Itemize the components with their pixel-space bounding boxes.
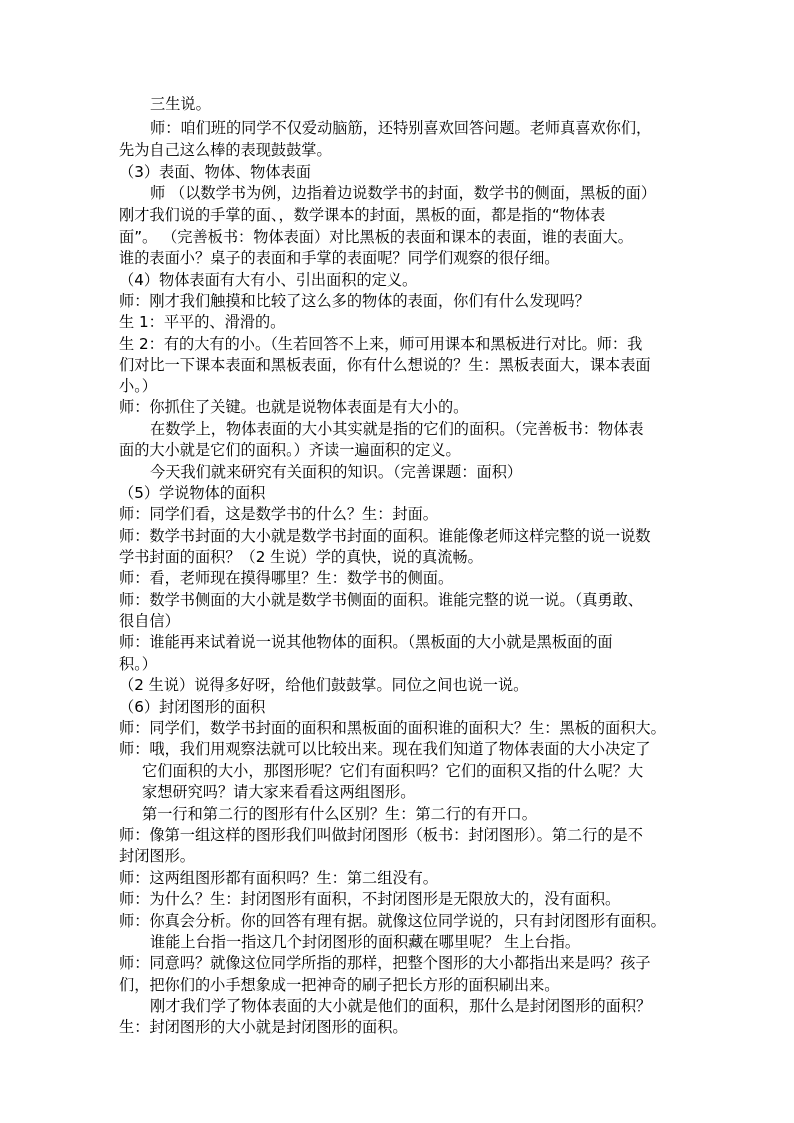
text-line: 师：刚才我们触摸和比较了这么多的物体的表面，你们有什么发现吗？ [119, 292, 590, 310]
text-line: 面”。 （完善板书：物体表面）对比黑板的表面和课本的表面，谁的表面大。 [119, 228, 633, 246]
text-line: 师：咱们班的同学不仅爱动脑筋，还特别喜欢回答问题。老师真喜欢你们， [150, 119, 652, 137]
text-line: 今天我们就来研究有关面积的知识。（完善课题：面积） [150, 463, 523, 481]
text-line: 面的大小就是它们的面积。）齐读一遍面积的定义。 [119, 441, 461, 459]
text-line: 在数学上，物体表面的大小其实就是指的它们的面积。（完善板书：物体表 [150, 420, 644, 438]
text-line: 生 1：平平的、滑滑的。 [119, 313, 286, 331]
text-line: 师：同意吗？就像这位同学所指的那样，把整个图形的大小都指出来是吗？孩子 [119, 954, 651, 972]
text-line: 先为自己这么棒的表现鼓鼓掌。 [119, 141, 332, 159]
text-line: 师：数学书侧面的大小就是数学书侧面的面积。谁能完整的说一说。（真勇敢、 [119, 591, 643, 609]
text-line: 师：看，老师现在摸得哪里？生：数学书的侧面。 [119, 569, 454, 587]
section-heading-5: （5）学说物体的面积 [119, 484, 266, 502]
text-line: （2 生说）说得多好呀，给他们鼓鼓掌。同位之间也说一说。 [119, 676, 529, 694]
text-line: 谁的表面小？桌子的表面和手掌的表面呢？同学们观察的很仔细。 [119, 249, 560, 267]
text-line: 师：谁能再来试着说一说其他物体的面积。（黑板面的大小就是黑板面的面 [119, 633, 613, 651]
text-line: 师：你抓住了关键。也就是说物体表面是有大小的。 [119, 398, 469, 416]
text-line: 很自信） [119, 612, 180, 630]
text-line: 师：这两组图形都有面积吗？生：第二组没有。 [119, 869, 438, 887]
text-line: 谁能上台指一指这几个封闭图形的面积藏在哪里呢？ 生上台指。 [150, 933, 581, 951]
text-line: 师：数学书封面的大小就是数学书封面的面积。谁能像老师这样完整的说一说数 [119, 527, 651, 545]
text-line: 生 2：有的大有的小。（生若回答不上来，师可用课本和黑板进行对比。师：我 [119, 335, 643, 353]
text-line: 积。） [119, 655, 157, 673]
text-line: 封闭图形。 [119, 847, 195, 865]
section-heading-6: （6）封闭图形的面积 [119, 698, 266, 716]
text-line: 三生说。 [150, 95, 211, 113]
text-line: 们，把你们的小手想象成一把神奇的刷子把长方形的面积刷出来。 [119, 976, 560, 994]
text-line: 师：同学们，数学书封面的面积和黑板面的面积谁的面积大？生：黑板的面积大。 [119, 719, 666, 737]
text-line: 师：你真会分析。你的回答有理有据。就像这位同学说的，只有封闭图形有面积。 [119, 912, 666, 930]
text-line: 它们面积的大小，那图形呢？它们有面积吗？它们的面积又指的什么呢？大 [142, 762, 644, 780]
text-line: 家想研究吗？请大家来看看这两组图形。 [142, 783, 416, 801]
text-line: 学书封面的面积？（2 生说）学的真快，说的真流畅。 [119, 548, 483, 566]
text-line: 师：为什么？生：封闭图形有面积，不封闭图形是无限放大的，没有面积。 [119, 890, 621, 908]
section-heading-3: （3）表面、物体、物体表面 [119, 163, 311, 181]
text-line: 小。） [119, 377, 157, 395]
text-line: 刚才我们说的手掌的面、，数学课本的封面，黑板的面，都是指的“物体表 [119, 206, 606, 224]
text-line: 师 （以数学书为例，边指着边说数学书的封面，数学书的侧面，黑板的面） [150, 184, 657, 202]
text-line: 生：封闭图形的大小就是封闭图形的面积。 [119, 1018, 408, 1036]
section-heading-4: （4）物体表面有大有小、引出面积的定义。 [119, 271, 418, 289]
text-line: 第一行和第二行的图形有什么区别？生：第二行的有开口。 [142, 805, 537, 823]
text-line: 刚才我们学了物体表面的大小就是他们的面积，那什么是封闭图形的面积？ [150, 997, 652, 1015]
text-line: 们对比一下课本表面和黑板表面，你有什么想说的？生：黑板表面大，课本表面 [119, 356, 651, 374]
text-line: 师：同学们看，这是数学书的什么？生：封面。 [119, 505, 438, 523]
text-line: 师：哦，我们用观察法就可以比较出来。现在我们知道了物体表面的大小决定了 [119, 740, 651, 758]
text-line: 师：像第一组这样的图形我们叫做封闭图形（板书：封闭图形）。第二行的是不 [119, 826, 643, 844]
